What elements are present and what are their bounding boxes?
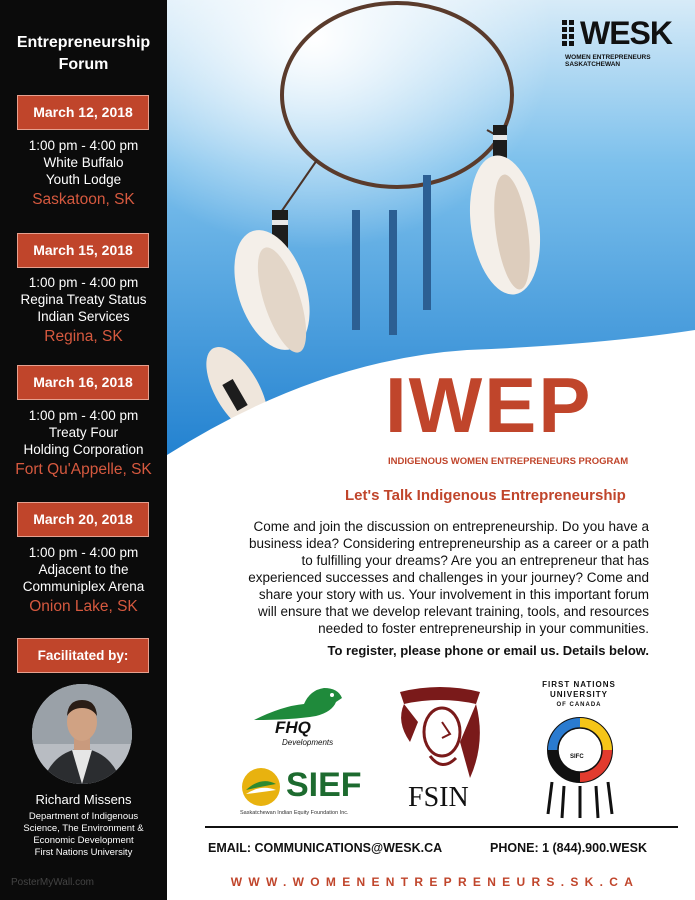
facilitator-avatar [32, 684, 132, 784]
headline: Let's Talk Indigenous Entrepreneurship [345, 487, 626, 504]
divider [205, 826, 678, 828]
event-details-2: 1:00 pm - 4:00 pm Regina Treaty Status Indian Services Regina, SK [0, 274, 167, 347]
event-details-3: 1:00 pm - 4:00 pm Treaty Four Holding Corporation Fort Qu'Appelle, SK [0, 407, 167, 480]
sifc-label: SIFC [570, 754, 584, 760]
website-link[interactable]: WWW.WOMENENTREPRENEURS.SK.CA [230, 875, 640, 889]
body-paragraph: Come and join the discussion on entrepreneurship. Do you have a business idea? Considering entrepreneurship as a career or a path to fulfilling your dreams? Are you an entrepreneur that has experienced successes and challenges in your journey? Come and share your story with us. Your involvement in this important forum will ensure that we develop relevant training, tools, and resources needed to foster entrepreneurship in your communities. [248, 519, 649, 636]
event-details-4: 1:00 pm - 4:00 pm Adjacent to the Communiplex Arena Onion Lake, SK [0, 544, 167, 617]
event-date-3: March 16, 2018 [17, 365, 149, 400]
event-city-4: Onion Lake, SK [29, 598, 138, 615]
register-note: To register, please phone or email us. Details below. [327, 643, 649, 658]
partner-logos [220, 670, 660, 830]
fhq-label: FHQ [275, 718, 311, 737]
event-city-1: Saskatoon, SK [32, 191, 135, 208]
sief-label: SIEF [286, 766, 362, 804]
event-date-2: March 15, 2018 [17, 233, 149, 268]
wesk-subtitle: WOMEN ENTREPRENEURS SASKATCHEWAN [565, 54, 651, 68]
fsin-chief-logo-icon [390, 682, 490, 782]
facilitated-by-label: Facilitated by: [17, 638, 149, 673]
facilitator-title: Department of Indigenous Science, The Environment & Economic Development First Nations University [23, 811, 144, 858]
fsin-label: FSIN [408, 782, 469, 813]
wesk-wordmark: WESK [580, 15, 672, 51]
event-details-1: 1:00 pm - 4:00 pm White Buffalo Youth Lodge Saskatoon, SK [0, 137, 167, 210]
iwep-title: IWEP [385, 361, 593, 449]
event-city-2: Regina, SK [44, 328, 123, 345]
facilitator-name: Richard Missens [35, 792, 132, 807]
fnuniv-medicine-wheel-icon [538, 714, 622, 820]
contact-email[interactable]: EMAIL: COMMUNICATIONS@WESK.CA [208, 841, 443, 855]
event-date-1: March 12, 2018 [17, 95, 149, 130]
watermark: PosterMyWall.com [11, 877, 94, 888]
sief-logo-icon [240, 766, 282, 808]
sief-sub: Saskatchewan Indian Equity Foundation Inc. [240, 810, 349, 816]
iwep-subtitle: INDIGENOUS WOMEN ENTREPRENEURS PROGRAM [388, 456, 629, 467]
sidebar [0, 0, 167, 900]
contact-phone[interactable]: PHONE: 1 (844).900.WESK [490, 841, 647, 855]
forum-title: Entrepreneurship Forum [16, 34, 151, 73]
fhq-sub: Developments [282, 738, 334, 747]
event-date-4: March 20, 2018 [17, 502, 149, 537]
event-city-3: Fort Qu'Appelle, SK [15, 461, 152, 478]
fnuniv-wordmark: FIRST NATIONS UNIVERSITY OF CANADA [542, 680, 616, 708]
